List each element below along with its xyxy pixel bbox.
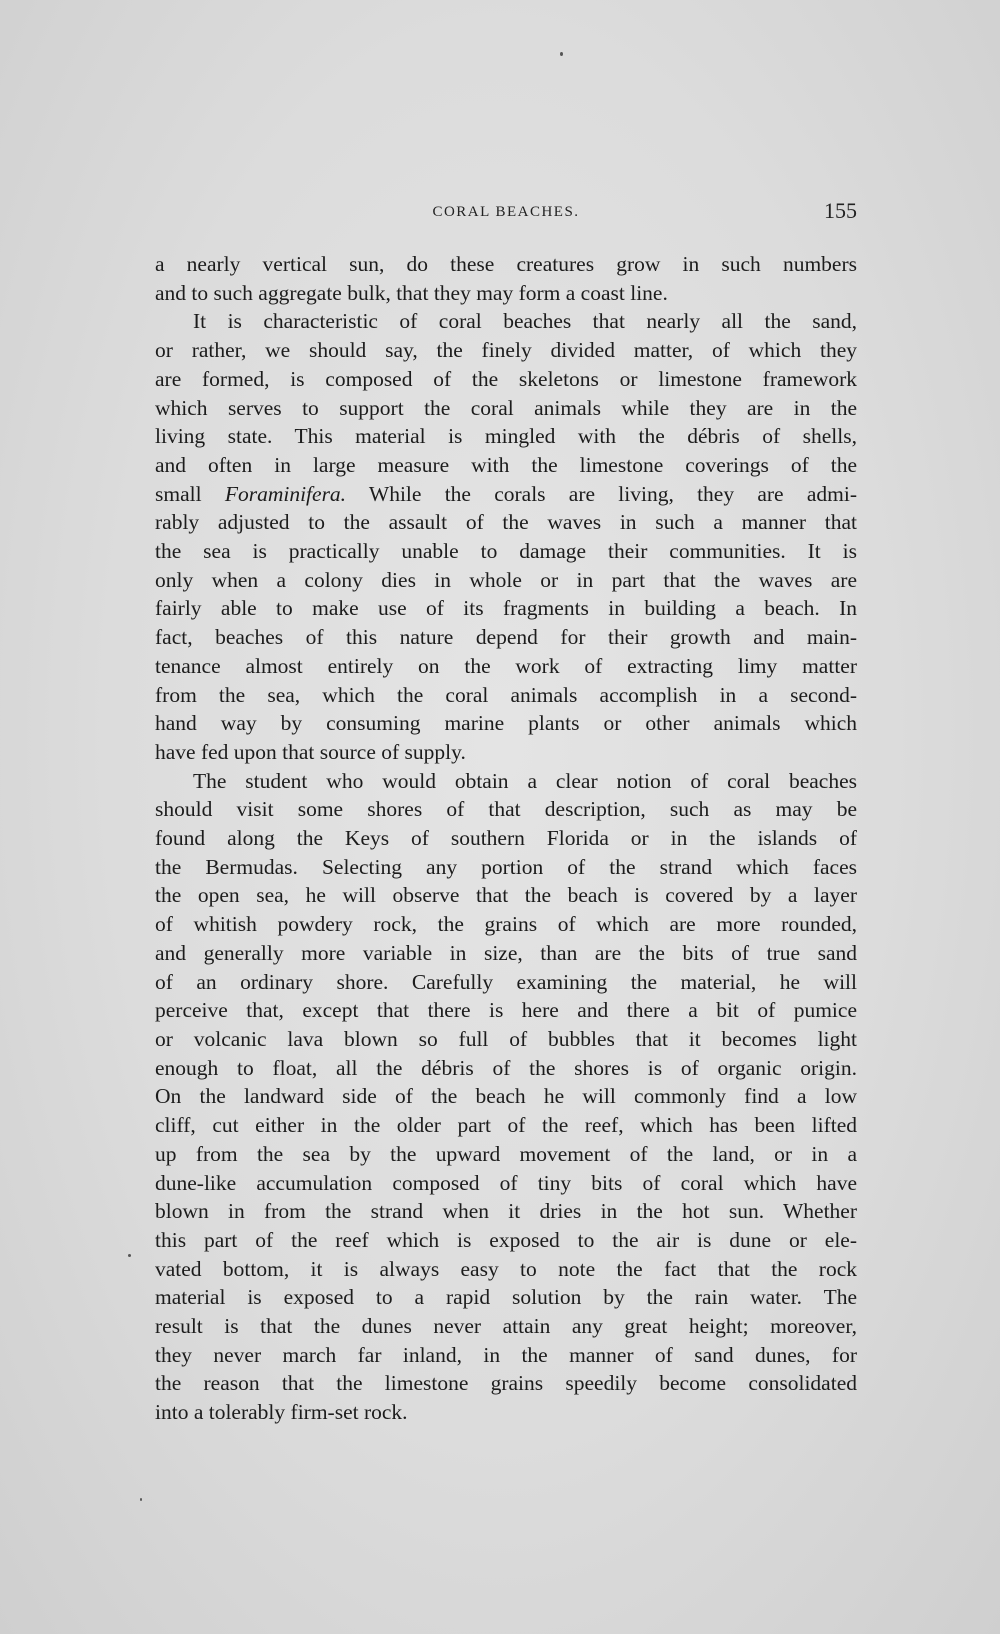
text-line: the reason that the limestone grains speedily become consolidated	[155, 1371, 857, 1396]
text-fragment: While the corals are living, they are admi-	[346, 481, 857, 506]
text-line: vated bottom, it is always easy to note the fact that the rock	[155, 1256, 857, 1281]
text-line: and to such aggregate bulk, that they may form a coast line.	[155, 280, 668, 305]
running-title: CORAL BEACHES.	[432, 204, 580, 220]
text-line: tenance almost entirely on the work of extracting limy matter	[155, 653, 857, 678]
text-line: the sea is practically unable to damage their communities. It is	[155, 539, 857, 564]
text-line: only when a colony dies in whole or in part that the waves are	[155, 567, 857, 592]
text-line: of an ordinary shore. Carefully examining the material, he will	[155, 969, 857, 994]
text-line: this part of the reef which is exposed to the air is dune or ele-	[155, 1227, 857, 1252]
text-line-with-italic	[155, 480, 857, 509]
text-line: have fed upon that source of supply.	[155, 739, 466, 764]
text-line: perceive that, except that there is here and there a bit of pumice	[155, 998, 857, 1023]
text-line: enough to float, all the débris of the shores is of organic origin.	[155, 1055, 857, 1080]
text-line: of whitish powdery rock, the grains of which are more rounded,	[155, 912, 857, 937]
page-number: 155	[824, 198, 857, 223]
paragraph	[155, 767, 857, 1427]
text-line: fact, beaches of this nature depend for their growth and main-	[155, 625, 857, 650]
text-line: cliff, cut either in the older part of the reef, which has been lifted	[155, 1113, 857, 1138]
text-line: or volcanic lava blown so full of bubbles that it becomes light	[155, 1026, 857, 1051]
paragraph-continuation	[155, 250, 857, 307]
text-line: fairly able to make use of its fragments in building a beach. In	[155, 596, 857, 621]
paper-speck	[128, 1254, 131, 1257]
text-line: material is exposed to a rapid solution by the rain water. The	[155, 1285, 857, 1310]
text-fragment: small	[155, 481, 225, 506]
text-line: and generally more variable in size, than are the bits of true sand	[155, 940, 857, 965]
text-line: up from the sea by the upward movement of the land, or in a	[155, 1141, 857, 1166]
text-line: are formed, is composed of the skeletons or limestone framework	[155, 366, 857, 391]
text-line: found along the Keys of southern Florida or in the islands of	[155, 826, 857, 851]
text-line: a nearly vertical sun, do these creatures grow in such numbers	[155, 252, 857, 276]
paragraph	[155, 307, 857, 766]
body-text	[155, 250, 857, 1427]
text-line: rably adjusted to the assault of the waves in such a manner that	[155, 510, 857, 535]
text-line: or rather, we should say, the finely divided matter, of which they	[155, 338, 857, 363]
text-line: from the sea, which the coral animals accomplish in a second-	[155, 682, 857, 707]
text-line: It is characteristic of coral beaches that nearly all the sand,	[193, 309, 857, 334]
text-line: the open sea, he will observe that the beach is covered by a layer	[155, 883, 857, 908]
paper-speck	[560, 52, 563, 56]
text-line: should visit some shores of that description, such as may be	[155, 797, 857, 822]
text-line: On the landward side of the beach he will commonly find a low	[155, 1084, 857, 1109]
text-line: The student who would obtain a clear notion of coral beaches	[193, 768, 857, 793]
italic-term: Foraminifera.	[224, 481, 347, 506]
text-line: hand way by consuming marine plants or other animals which	[155, 711, 857, 736]
text-line: and often in large measure with the limestone coverings of the	[155, 452, 857, 477]
text-line: blown in from the strand when it dries in the hot sun. Whether	[155, 1199, 857, 1224]
text-line: they never march far inland, in the manner of sand dunes, for	[155, 1342, 857, 1367]
running-head	[155, 198, 857, 230]
text-line: living state. This material is mingled with the débris of shells,	[155, 424, 857, 449]
text-line: dune-like accumulation composed of tiny bits of coral which have	[155, 1170, 857, 1195]
text-line: which serves to support the coral animals while they are in the	[155, 395, 857, 420]
text-line: the Bermudas. Selecting any portion of the strand which faces	[155, 854, 857, 879]
text-line: result is that the dunes never attain any great height; moreover,	[155, 1314, 857, 1339]
paper-speck	[140, 1498, 142, 1501]
text-line: into a tolerably firm-set rock.	[155, 1400, 408, 1425]
